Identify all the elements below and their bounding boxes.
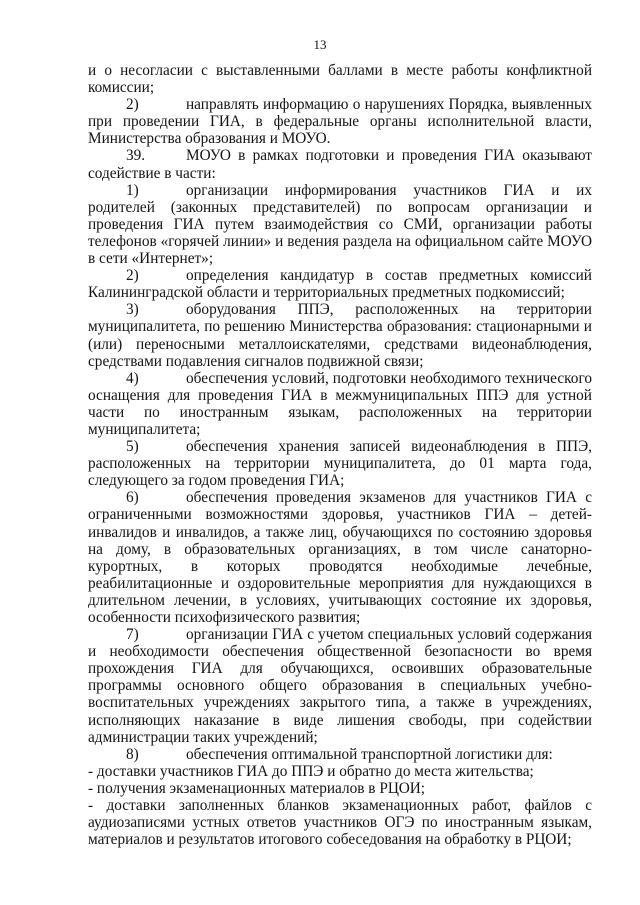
dash-list-item: - доставки участников ГИА до ППЭ и обратно до места жительства;	[88, 762, 534, 780]
item-number: 1)	[126, 181, 139, 199]
item-text: определения кандидатур в состав предметных комиссий Калининградской области и территориальных предметных подкомиссий;	[88, 267, 592, 302]
clause-text: МОУО в рамках подготовки и проведения ГИА оказывают содействие в части:	[88, 147, 592, 182]
dash-list-item: - доставки заполненных бланков экзаменационных работ, файлов с аудиозаписями устных ответов участников ОГЭ по иностранным языкам, материалов и результатов итогового собеседования на обработку в РЦОИ;	[88, 797, 592, 849]
item-number: 2)	[126, 267, 139, 285]
paragraph-item	[88, 746, 592, 763]
item-text: организации информирования участников ГИА и их родителей (законных представителей) по вопросам организации и проведения ГИА путем взаимодействия со СМИ, организации работы телефонов «горячей линии» и ведения раздела на официальном сайте МОУО в сети «Интернет»;	[88, 181, 592, 268]
item-number: 3)	[126, 301, 139, 319]
item-text: обеспечения хранения записей видеонаблюдения в ППЭ, расположенных на территории муниципалитета, до 01 марта года, следующего за годом проведения ГИА;	[88, 438, 592, 490]
item-number: 5)	[126, 438, 139, 456]
item-number: 8)	[126, 745, 139, 763]
paragraph-continuation: и о несогласии с выставленными баллами в месте работы конфликтной комиссии;	[88, 62, 592, 97]
paragraph-clause	[88, 147, 592, 181]
item-text: обеспечения проведения экзаменов для участников ГИА с ограниченными возможностями здоровья, участников ГИА – детей-инвалидов и инвалидов, а также лиц, обучающихся по состоянию здоровья на дому, в образовательных организациях, в том числе санаторно-курортных, в которых проводятся необходимые лечебные, реабилитационные и оздоровительные мероприятия для нуждающихся в длительном лечении, в условиях, учитывающих состояние их здоровья, особенности психофизического развития;	[88, 489, 592, 626]
item-text: направлять информацию о нарушениях Порядка, выявленных при проведении ГИА, в федеральные органы исполнительной власти, Министерства образования и МОУО.	[88, 96, 592, 148]
paragraph-item	[88, 182, 592, 267]
paragraph-item	[88, 96, 592, 147]
item-number: 4)	[126, 369, 139, 387]
item-number: 7)	[126, 626, 139, 644]
item-number: 6)	[126, 489, 139, 507]
paragraph-item	[88, 626, 592, 746]
item-text: организации ГИА с учетом специальных условий содержания и необходимости обеспечения общественной безопасности во время прохождения ГИА для обучающихся, освоивших образовательные программы основного общего образования в специальных учебно-воспитательных учреждениях закрытого типа, а также в учреждениях, исполняющих наказание в виде лишения свободы, при содействии администрации таких учреждений;	[88, 626, 592, 746]
item-text: обеспечения оптимальной транспортной логистики для:	[186, 745, 553, 763]
clause-number: 39.	[126, 147, 146, 165]
item-number: 2)	[126, 96, 139, 114]
paragraph-item	[88, 370, 592, 438]
paragraph-item	[88, 301, 592, 369]
item-text: обеспечения условий, подготовки необходимого технического оснащения для проведения ГИА в межмуниципальных ППЭ для устной части по иностранным языкам, расположенных на территории муниципалитета;	[88, 369, 592, 438]
item-text: оборудования ППЭ, расположенных на территории муниципалитета, по решению Министерства образования: стационарными и (или) переносными металлоискателями, средствами видеонаблюдения, средствами подавления сигналов подвижной связи;	[88, 301, 592, 370]
paragraph-item	[88, 438, 592, 489]
document-body	[88, 62, 592, 848]
paragraph-item	[88, 489, 592, 626]
page-number: 13	[313, 37, 327, 52]
dash-list-item: - получения экзаменационных материалов в РЦОИ;	[88, 779, 426, 797]
paragraph-item	[88, 267, 592, 301]
